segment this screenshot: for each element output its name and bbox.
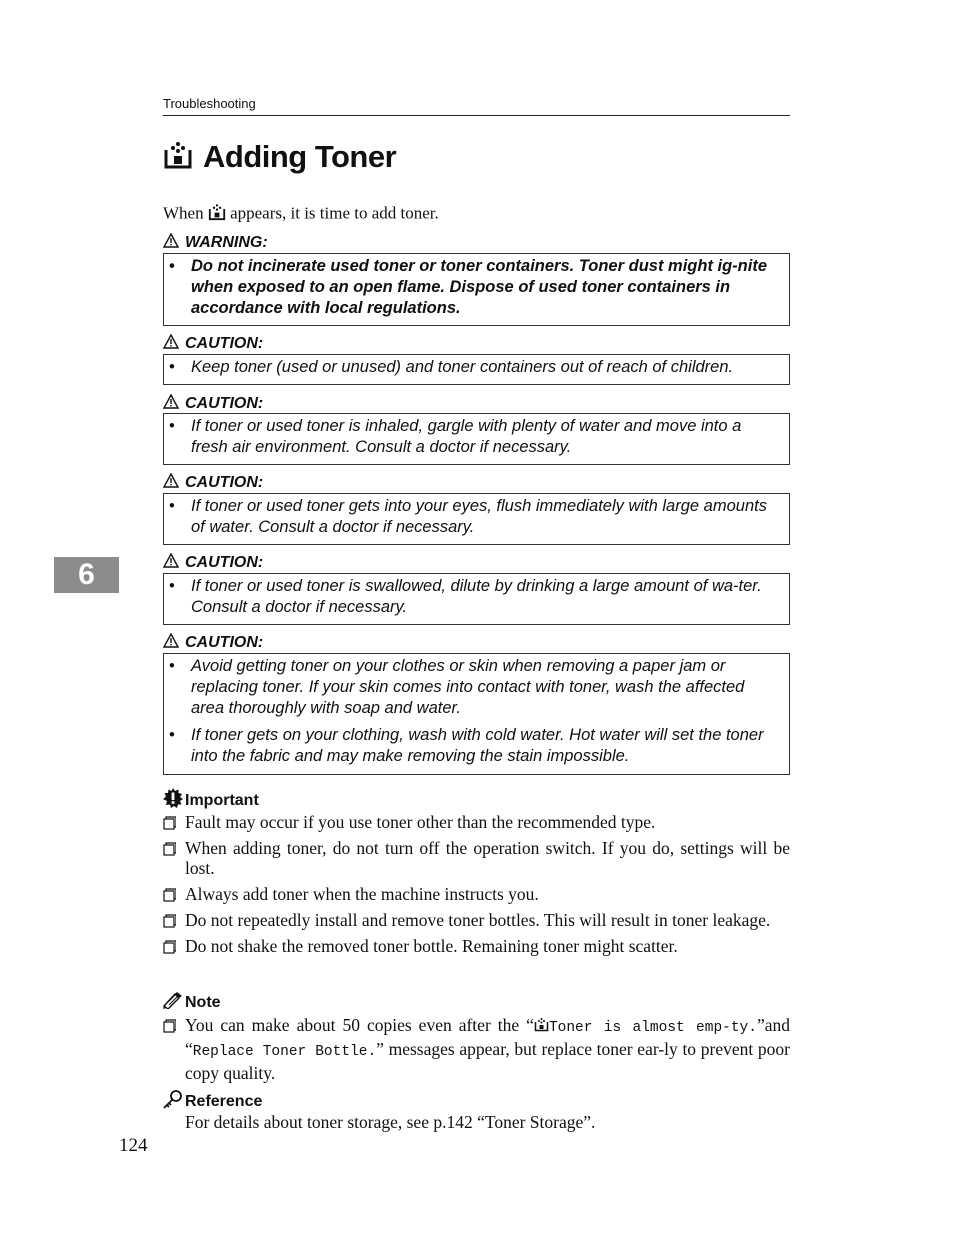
- caution-box: [163, 354, 790, 385]
- caution-box: [163, 413, 790, 465]
- important-icon: [163, 788, 183, 813]
- important-heading-text: Important: [185, 791, 259, 809]
- warning-triangle-icon: [163, 334, 179, 354]
- list-item-text: When adding toner, do not turn off the operation switch. If you do, settings will be lost.: [185, 838, 790, 878]
- note-text: ”and “: [185, 1015, 791, 1059]
- caution-item: • If toner or used toner is swallowed, dilute by drinking a large amount of wa-ter. Consult a doctor if necessary.: [164, 576, 779, 618]
- note-list: [163, 1015, 790, 1090]
- caution-item: • If toner or used toner gets into your eyes, flush immediately with large amounts of water. Consult a doctor if necessary.: [164, 496, 779, 538]
- caution-item: • If toner or used toner is inhaled, gargle with plenty of water and move into a fresh air environment. Consult a doctor if necessary.: [164, 416, 779, 458]
- caution-item: • If toner gets on your clothing, wash with cold water. Hot water will set the toner into the fabric and may make removing the stain impossible.: [164, 725, 779, 767]
- important-list: [163, 812, 790, 962]
- list-item: [163, 812, 790, 832]
- list-item-text: Do not shake the removed toner bottle. Remaining toner might scatter.: [185, 936, 678, 956]
- note-heading-text: Note: [185, 993, 221, 1011]
- caution-label: [163, 334, 263, 354]
- warning-label: [163, 233, 268, 253]
- caution-box: [163, 573, 790, 625]
- note-text: ” messages appear, but replace toner ear-ly to prevent poor copy quality.: [185, 1039, 790, 1083]
- checkbox-icon: [163, 910, 176, 934]
- list-item: [163, 936, 790, 956]
- warning-triangle-icon: [163, 633, 179, 653]
- caution-label: [163, 473, 263, 493]
- toner-icon: [208, 203, 226, 226]
- caution-label-text: CAUTION:: [185, 335, 264, 352]
- note-heading: [163, 991, 221, 1014]
- caution-label-text: CAUTION:: [185, 395, 264, 412]
- chapter-tab: 6: [54, 557, 119, 593]
- caution-box: [163, 493, 790, 545]
- checkbox-icon: [163, 936, 176, 960]
- warning-box: [163, 253, 790, 326]
- warning-triangle-icon: [163, 473, 179, 493]
- running-head: Troubleshooting: [163, 96, 790, 116]
- list-item-text: Do not repeatedly install and remove toner bottles. This will result in toner leakage.: [185, 910, 771, 930]
- list-item-text: Always add toner when the machine instructs you.: [185, 884, 539, 904]
- reference-text: For details about toner storage, see p.142 “Toner Storage”.: [185, 1112, 596, 1132]
- checkbox-icon: [163, 884, 176, 908]
- reference-heading-text: Reference: [185, 1092, 263, 1110]
- title-text: Adding Toner: [203, 139, 397, 174]
- caution-label: [163, 633, 263, 653]
- intro-text: [163, 203, 439, 226]
- warning-label-text: WARNING:: [185, 234, 268, 251]
- caution-box: [163, 653, 790, 775]
- list-item: [163, 1015, 790, 1084]
- warning-item: • Do not incinerate used toner or toner containers. Toner dust might ig-nite when exposed to an open flame. Dispose of used toner containers in accordance with local regulations.: [164, 256, 779, 319]
- intro-before: When: [163, 203, 204, 223]
- important-heading: [163, 788, 259, 813]
- caution-label-text: CAUTION:: [185, 554, 264, 571]
- message-toner-almost-empty: Toner is almost emp-ty.: [548, 1020, 757, 1036]
- pencil-icon: [163, 991, 183, 1014]
- toner-icon: [534, 1016, 549, 1037]
- caution-item: • Keep toner (used or unused) and toner containers out of reach of children.: [164, 357, 779, 378]
- checkbox-icon: [163, 838, 176, 862]
- caution-label: [163, 394, 263, 414]
- page-number: 124: [119, 1135, 148, 1156]
- toner-icon: [163, 140, 193, 175]
- page-title: [163, 137, 396, 177]
- warning-triangle-icon: [163, 553, 179, 573]
- list-item-text: Fault may occur if you use toner other than the recommended type.: [185, 812, 656, 832]
- list-item: [163, 910, 790, 930]
- key-icon: [163, 1089, 183, 1114]
- list-item: [163, 838, 790, 878]
- checkbox-icon: [163, 1015, 176, 1040]
- list-item: [163, 884, 790, 904]
- caution-label-text: CAUTION:: [185, 634, 264, 651]
- caution-item: • Avoid getting toner on your clothes or skin when removing a paper jam or replacing toner. If your skin comes into contact with toner, wash the affected area thoroughly with soap and water.: [164, 656, 779, 719]
- reference-heading: [163, 1089, 262, 1114]
- checkbox-icon: [163, 812, 176, 836]
- message-replace-toner-bottle: Replace Toner Bottle.: [192, 1044, 377, 1060]
- warning-triangle-icon: [163, 233, 179, 253]
- note-text: You can make about 50 copies even after the “: [185, 1015, 534, 1035]
- warning-triangle-icon: [163, 394, 179, 414]
- caution-label: [163, 553, 263, 573]
- intro-after: appears, it is time to add toner.: [230, 203, 439, 223]
- caution-label-text: CAUTION:: [185, 474, 264, 491]
